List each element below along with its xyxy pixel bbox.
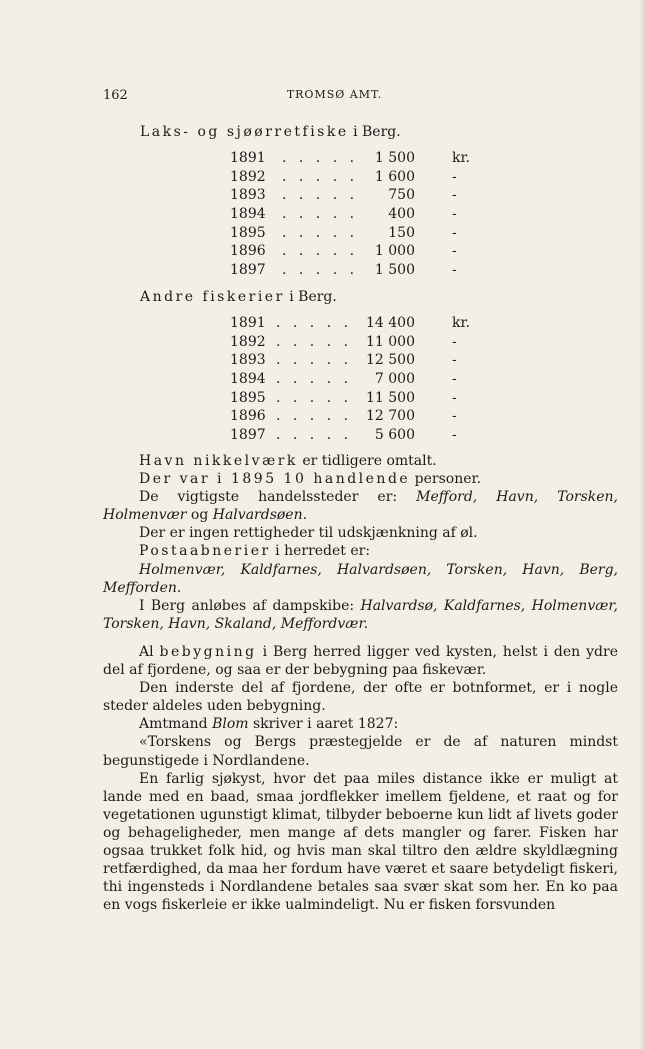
paragraph — [103, 597, 618, 633]
year-cell: 1892 — [230, 168, 266, 185]
paragraph — [103, 715, 618, 733]
year-cell: 1894 — [230, 371, 266, 388]
paragraph — [103, 733, 618, 769]
leader-dots: . . . . . — [282, 150, 359, 166]
year-cell: 1893 — [230, 187, 266, 204]
table-row — [230, 205, 465, 224]
unit-cell: - — [452, 262, 457, 279]
spaced-text: handlende — [313, 471, 411, 488]
table-row — [230, 224, 465, 243]
year-cell: 1895 — [230, 389, 266, 406]
paragraph — [103, 770, 618, 915]
page-edge — [640, 0, 646, 1049]
amount-cell: 750 — [388, 187, 415, 204]
year-cell: 1896 — [230, 408, 266, 425]
running-title: TROMSØ AMT. — [286, 88, 383, 101]
table-row — [230, 351, 465, 370]
unit-cell: - — [452, 371, 457, 388]
text-run: De vigtigste handelssteder er: — [139, 489, 417, 506]
unit-cell: - — [452, 206, 457, 223]
year-cell: 1893 — [230, 352, 266, 369]
leader-dots: . . . . . — [282, 187, 359, 204]
text-run: og — [186, 507, 213, 524]
leader-dots: . . . . . — [282, 262, 359, 279]
year-cell: 1896 — [230, 243, 266, 260]
leader-dots: . . . . . — [282, 243, 359, 260]
leader-dots: . . . . . — [276, 389, 353, 406]
table-row — [230, 426, 465, 445]
year-cell: 1895 — [230, 224, 266, 241]
text-run: «Torskens og Bergs præstegjelde er de af naturen mindst begunstigede i Nordlandene. — [103, 734, 618, 769]
amount-cell: 7 000 — [374, 371, 415, 388]
unit-cell: - — [452, 243, 457, 260]
body-text — [103, 452, 618, 914]
table-row — [230, 389, 465, 408]
amount-cell: 400 — [388, 206, 415, 223]
unit-cell: - — [452, 168, 457, 185]
unit-cell: - — [452, 389, 457, 406]
year-cell: 1897 — [230, 427, 266, 444]
table-row — [230, 168, 465, 187]
year-cell: 1892 — [230, 333, 266, 350]
amount-cell: 150 — [388, 224, 415, 241]
table-row — [230, 149, 471, 168]
amount-cell: 1 500 — [374, 262, 415, 279]
section-heading-other-fisheries: Andre fiskerier i Berg. — [140, 289, 337, 305]
text-run: personer. — [410, 471, 482, 488]
leader-dots: . . . . . — [282, 206, 359, 223]
table-row — [230, 314, 471, 333]
italic-text: Mefford, Havn, Torsken, Holmenvær — [103, 489, 619, 524]
unit-cell: - — [452, 408, 457, 425]
italic-text: Halvardsøen. — [212, 507, 308, 524]
leader-dots: . . . . . — [276, 352, 353, 369]
paragraph — [103, 470, 618, 488]
page-number: 162 — [103, 88, 128, 103]
leader-dots: . . . . . — [276, 408, 353, 425]
amount-cell: 5 600 — [374, 427, 415, 444]
table-row — [230, 242, 465, 261]
unit-cell: kr. — [452, 315, 471, 331]
year-cell: 1897 — [230, 262, 266, 279]
table-row — [230, 186, 465, 205]
text-run: En farlig sjøkyst, hvor det paa miles distance ikke er muligt at lande med en baad, smaa jordflekker imellem fjeldene, et raat og for vegetationen ugunstigt klimat, tilbyder beboerne kun lidt af livets goder og behageligheder, men mange af dets mangler og farer. Fisken har ogsaa trukket folk hid, og hvis man skal tiltro den ældre skyldlægning retfærdighed, da maa her fordum have været et saare betydeligt fiskeri, thi ingensteds i Nordlandene betales saa svær skat som her. En ko paa en vogs fiskerleie er ikke ualmindeligt. Nu er fisken forsvunden — [103, 770, 618, 914]
leader-dots: . . . . . — [282, 168, 359, 185]
text-run: Den inderste del af fjordene, der ofte er botnformet, er i nogle steder aldeles uden bebygning. — [103, 680, 618, 715]
amount-cell: 11 500 — [366, 389, 415, 406]
unit-cell: kr. — [452, 150, 471, 166]
italic-text: Blom — [212, 716, 249, 733]
paragraph — [103, 524, 618, 542]
section-heading-salmon: Laks- og sjøørretfiske i Berg. — [140, 124, 401, 140]
paragraph — [103, 643, 618, 679]
text-run: I Berg anløbes af dampskibe: — [139, 597, 361, 614]
year-cell: 1894 — [230, 206, 266, 223]
unit-cell: - — [452, 352, 457, 369]
leader-dots: . . . . . — [276, 427, 353, 444]
unit-cell: - — [452, 187, 457, 204]
unit-cell: - — [452, 224, 457, 241]
table-row — [230, 261, 465, 280]
other-fisheries-table — [230, 314, 471, 445]
paragraph — [103, 542, 618, 560]
year-cell: 1891 — [230, 150, 266, 166]
text-run: er tidligere omtalt. — [297, 453, 437, 469]
amount-cell: 1 500 — [374, 150, 415, 166]
amount-cell: 11 000 — [366, 333, 415, 350]
text-run: Amtmand — [139, 716, 213, 733]
leader-dots: . . . . . — [276, 371, 353, 388]
spaced-text: Der var i 1895 10 — [139, 471, 314, 488]
amount-cell: 14 400 — [366, 315, 415, 331]
text-run: Al — [139, 643, 160, 660]
italic-text: Holmenvær, Kaldfarnes, Halvardsøen, Torsken, Havn, Berg, Mefforden. — [103, 561, 618, 596]
amount-cell: 12 700 — [366, 408, 415, 425]
leader-dots: . . . . . — [276, 315, 353, 331]
paragraph — [103, 679, 618, 715]
amount-cell: 1 000 — [374, 243, 415, 260]
text-run: skriver i aaret 1827: — [248, 716, 399, 733]
table-row — [230, 407, 465, 426]
text-run: Der er ingen rettigheder til udskjænkning af øl. — [139, 525, 478, 542]
paragraph-gap — [103, 633, 618, 643]
paragraph — [103, 561, 618, 597]
spaced-text: Havn nikkelværk — [139, 453, 298, 469]
page-header — [103, 88, 566, 108]
text-run: i herredet er: — [270, 543, 371, 560]
paragraph — [103, 488, 618, 524]
unit-cell: - — [452, 427, 457, 444]
salmon-catch-table — [230, 149, 471, 280]
unit-cell: - — [452, 333, 457, 350]
paragraph — [103, 452, 618, 470]
spaced-text: Postaabnerier — [139, 543, 271, 560]
year-cell: 1891 — [230, 315, 266, 331]
table-row — [230, 370, 465, 389]
italic-text: Halvardsø, Kaldfarnes, Holmenvær, Torsken, Havn, Skaland, Meffordvær. — [103, 597, 618, 632]
text-run: i Berg herred ligger ved kysten, helst i den ydre del af fjordene, og saa er der bebygning paa fiskevær. — [103, 643, 618, 679]
table-row — [230, 333, 465, 352]
spaced-text: bebygning — [159, 643, 257, 660]
amount-cell: 1 600 — [374, 168, 415, 185]
amount-cell: 12 500 — [366, 352, 415, 369]
leader-dots: . . . . . — [282, 224, 359, 241]
leader-dots: . . . . . — [276, 333, 353, 350]
